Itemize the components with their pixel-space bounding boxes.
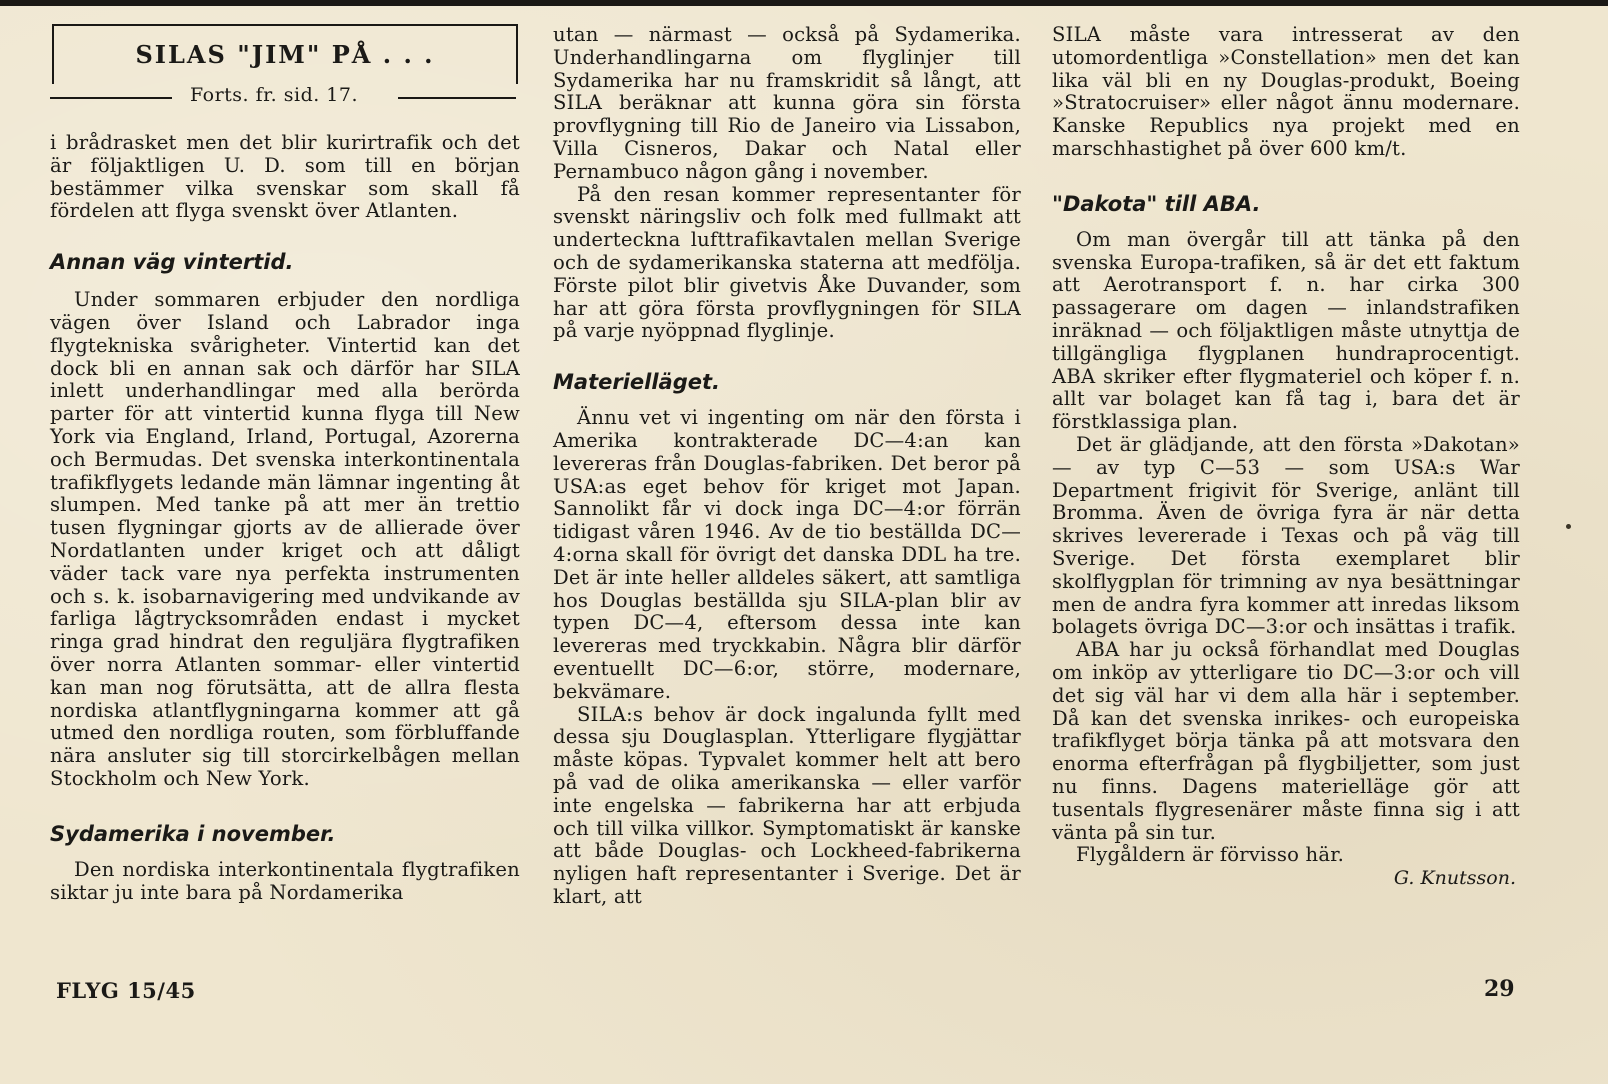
column-2	[553, 24, 1021, 909]
column3-paragraph-4: ABA har ju också förhandlat med Douglas om inköp av ytterligare tio DC—3:or och vill det sig väl har vi dem alla här i september. Då kan det svenska inrikes- och europeiska trafikflyget börja tänka på att motsvara den enorma efterfrågan på flygbiljetter, som just nu finns. Dagens materielläge gör att tusentals flygresenärer måste finna sig i att vänta på sin tur.	[1052, 638, 1520, 844]
continuation-rule-left	[50, 97, 172, 99]
column2-paragraph-2: På den resan kommer representanter för svenskt näringsliv och folk med fullmakt att underteckna lufttrafikavtalen mellan Sverige och de sydamerikanska staterna att medfölja. Förste pilot blir givetvis Åke Duvander, som har att göra första provflygningen för SILA på varje nyöppnad flyglinje.	[553, 182, 1021, 343]
continuation-rule-right	[398, 97, 516, 99]
continuation-line	[50, 84, 516, 114]
column3-paragraph-1: SILA måste vara intresserat av den utomordentliga »Constellation» men det kan lika väl bli en ny Douglas-produkt, Boeing »Stratocruiser» eller något ännu modernare. Kanske Republics nya projekt med en marschhastighet på över 600 km/t.	[1052, 23, 1520, 160]
continuation-note: Forts. fr. sid. 17.	[190, 84, 359, 106]
column3-paragraph-2: Om man övergår till att tänka på den svenska Europa-trafiken, så är det ett faktum att Aerotransport f. n. har cirka 300 passagerare om dagen — inlandstrafiken inräknad — och följaktligen måste utnyttja de tillgängliga flygplanen hundraprocentigt. ABA skriker efter flygmateriel och köper f. n. allt var bolaget kan få tag i, bara det är förstklassiga plan.	[1052, 227, 1520, 434]
column3-paragraph-3: Det är glädjande, att den första »Dakotan» — av typ C—53 — som USA:s War Department frigivit för Sverige, anlänt till Bromma. Även de övriga fyra är när detta skrives levererade i Texas och på väg till Sverige. Det första exemplaret blir skolflygplan för trimning av nya besättningar men de andra fyra kommer att inredas liksom bolagets övriga DC—3:or och insättas i trafik.	[1052, 432, 1520, 639]
author-signature: G. Knutsson.	[1393, 867, 1516, 890]
column2-paragraph-3: Ännu vet vi ingenting om när den första i Amerika kontrakterade DC—4:an kan levereras från Douglas-fabriken. Det beror på USA:as eget behov för kriget mot Japan. Sannolikt får vi dock inga DC—4:or förrän tidigast våren 1946. Av de tio beställda DC—4:orna skall för övrigt det danska DDL ha tre. Det är inte heller alldeles säkert, att samtliga hos Douglas beställda sju SILA-plan blir av typen DC—4, eftersom dessa inte kan levereras med tryckkabin. Några blir därför eventuellt DC—6:or, större, modernare, bekvämare.	[553, 406, 1021, 703]
section-heading-annan-vag: Annan väg vintertid.	[50, 250, 294, 275]
column-3	[1052, 24, 1520, 890]
column1-paragraph-1: Under sommaren erbjuder den nordliga vägen över Island och Labrador inga flygtekniska svårigheter. Vintertid kan det dock bli en annan sak och därför har SILA inlett underhandlingar med alla berörda parter för att vintertid kunna flyga till New York via England, Irland, Portugal, Azorerna och Bermudas. Det svenska interkontinentala trafikflygets ledande män lämnar ingenting åt slumpen. Med tanke på att mer än trettio tusen flygningar gjorts av de allierade över Nordatlanten under kriget och att dåligt väder tack vare nya perfekta instrumenten och s. k. isobarnavigering med undvikande av farliga lågtrycksområden endast i mycket ringa grad hindrat den reguljära flygtrafiken över norra Atlanten sommar- eller vintertid kan man nog förutsätta, att de allra flesta nordiska atlantflygningarna kommer att gå utmed den nordliga routen, som förbluffande nära ansluter sig till storcirkelbågen mellan Stockholm och New York.	[50, 288, 520, 790]
section-heading-dakota: "Dakota" till ABA.	[1052, 191, 1261, 216]
column3-paragraph-5: Flygåldern är förvisso här.	[1076, 843, 1345, 867]
top-rule	[0, 0, 1608, 6]
column1-intro-paragraph: i brådrasket men det blir kurirtrafik och det är följaktligen U. D. som till en början bestämmer vilka svenskar som skall få fördelen att flyga svenskt över Atlanten.	[50, 131, 520, 223]
page-number: 29	[1484, 976, 1515, 1002]
article-title: SILAS "JIM" PÅ . . .	[135, 40, 435, 69]
section-heading-materiellaget: Materielläget.	[553, 370, 721, 395]
column2-paragraph-1: utan — närmast — också på Sydamerika. Underhandlingarna om flyglinjer till Sydamerika har nu framskridit så långt, att SILA beräknar att kunna göra sin första provflygning till Rio de Janeiro via Lissabon, Villa Cisneros, Dakar och Natal eller Pernambuco någon gång i november.	[553, 23, 1021, 183]
section-heading-sydamerika: Sydamerika i november.	[50, 821, 336, 846]
article-title-box	[52, 24, 518, 84]
footer-issue: FLYG 15/45	[56, 978, 196, 1003]
column1-paragraph-2: Den nordiska interkontinentala flygtrafiken siktar ju inte bara på Nordamerika	[50, 857, 520, 904]
paper-speck	[1566, 524, 1571, 529]
column-1	[50, 24, 520, 904]
column2-paragraph-4: SILA:s behov är dock ingalunda fyllt med dessa sju Douglasplan. Ytterligare flygjättar måste köpas. Typvalet kommer helt att bero på vad de olika amerikanska — eller varför inte engelska — fabrikerna har att erbjuda och till vilka villkor. Symptomatiskt är kanske att både Douglas- och Lockheed-fabrikerna nyligen haft representanter i Sverige. Det är klart, att	[553, 702, 1021, 908]
